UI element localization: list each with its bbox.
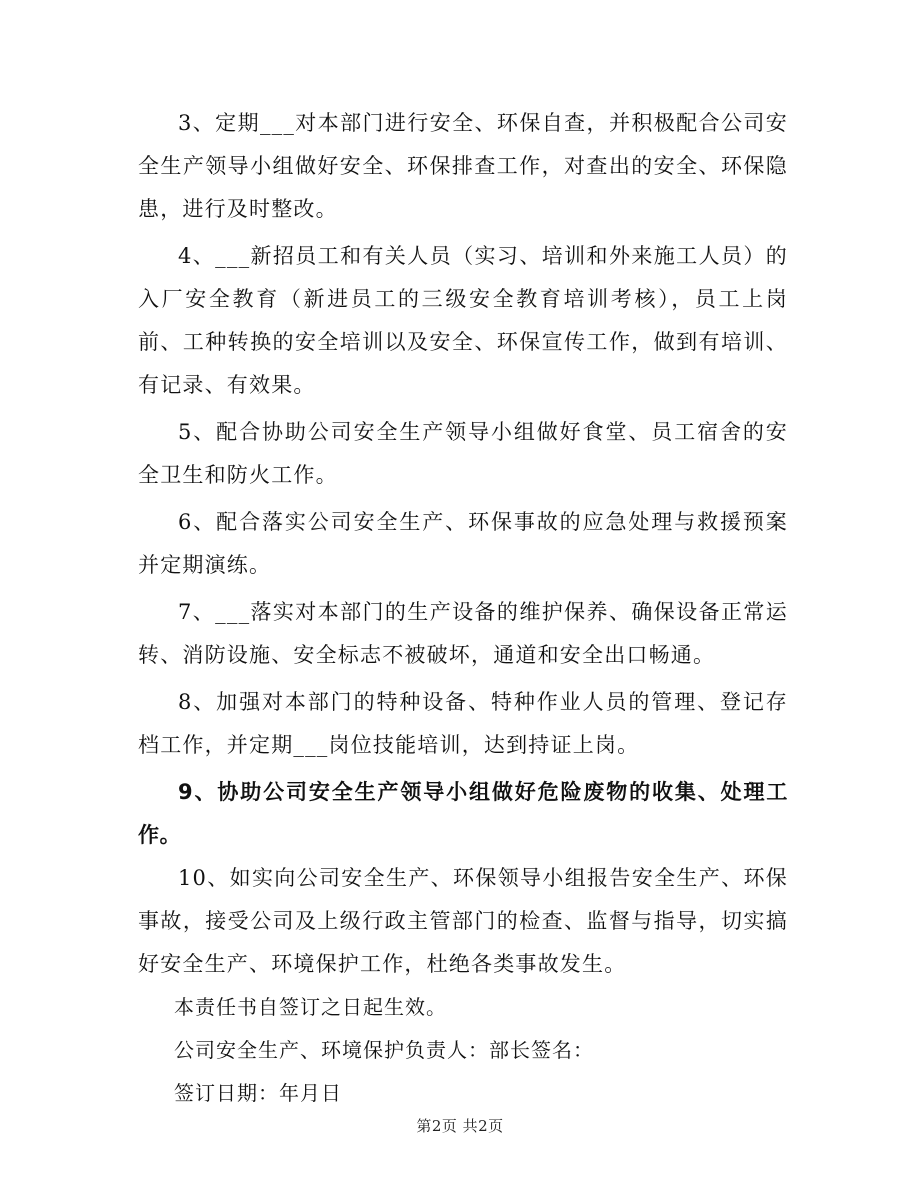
paragraph-item-7: 7、___落实对本部门的生产设备的维护保养、确保设备正常运转、消防设施、安全标志不被破坏，通道和安全出口畅通。 [138,600,788,667]
signature-line: 公司安全生产、环境保护负责人：部长签名： [174,1038,594,1062]
paragraph-item-8: 8、加强对本部门的特种设备、特种作业人员的管理、登记存档工作，并定期___岗位技能培训，达到持证上岗。 [138,690,788,757]
date-line: 签订日期：年月日 [174,1081,342,1105]
paragraph-item-3: 3、定期___对本部门进行安全、环保自查，并积极配合公司安全生产领导小组做好安全、环保排查工作，对查出的安全、环保隐患，进行及时整改。 [138,111,788,221]
paragraph-item-9: 9、协助公司安全生产领导小组做好危险废物的收集、处理工作。 [138,780,788,847]
document-body [138,102,788,1115]
paragraph-item-10: 10、如实向公司安全生产、环保领导小组报告安全生产、环保事故，接受公司及上级行政主管部门的检查、监督与指导，切实搞好安全生产、环境保护工作，杜绝各类事故发生。 [138,866,788,976]
paragraph-item-6: 6、配合落实公司安全生产、环保事故的应急处理与救援预案并定期演练。 [138,510,788,577]
paragraph-item-4: 4、___新招员工和有关人员（实习、培训和外来施工人员）的入厂安全教育（新进员工的三级安全教育培训考核），员工上岗前、工种转换的安全培训以及安全、环保宣传工作，做到有培训、有记录、有效果。 [138,244,788,397]
paragraph-item-5: 5、配合协助公司安全生产领导小组做好食堂、员工宿舍的安全卫生和防火工作。 [138,420,788,487]
page-number-footer: 第2页 共2页 [416,1117,504,1135]
effective-statement: 本责任书自签订之日起生效。 [174,995,447,1019]
